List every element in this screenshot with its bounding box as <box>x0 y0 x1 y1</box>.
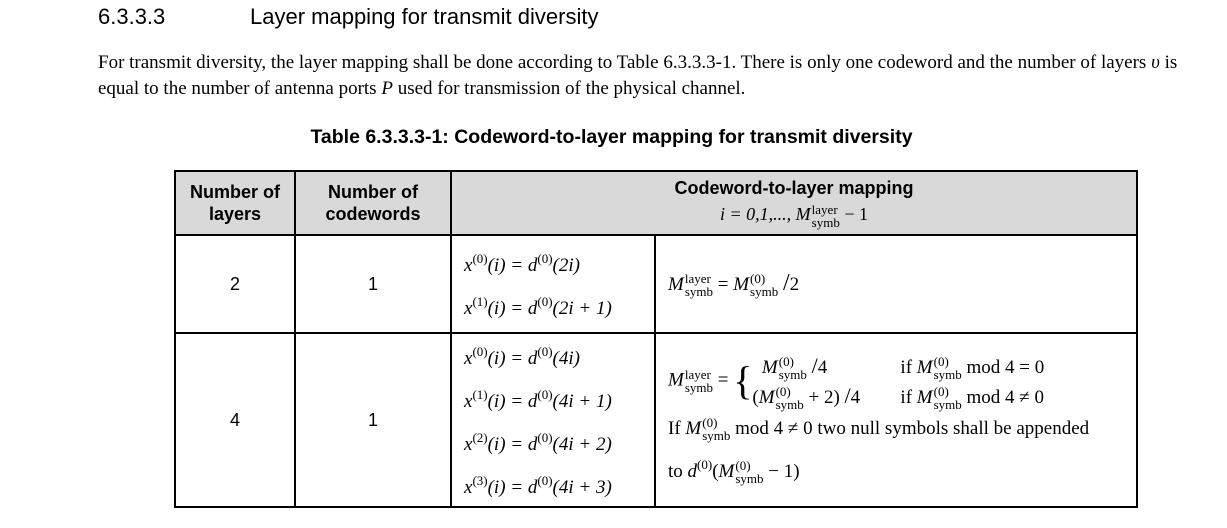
cell-mapping <box>655 333 1137 507</box>
mapping-formula: M layer symb = M (0) symb /2 <box>668 269 800 300</box>
variable-p: P <box>381 78 393 99</box>
cell-equations <box>451 235 655 333</box>
header-layers: Number of layers <box>175 171 295 235</box>
equation: $x^{(1)}(i) = d^{(0)}(2i + 1)$ <box>464 294 612 319</box>
section-heading <box>98 4 1207 32</box>
header-mapping-range: i = 0,1,..., M layer symb − 1 <box>720 202 868 230</box>
equation: $x^{(0)}(i) = d^{(0)}(4i)$ <box>464 344 580 369</box>
table-caption: Table 6.3.3.3-1: Codeword-to-layer mapping for transmit diversity <box>310 126 913 148</box>
variable-v: υ <box>1151 52 1160 73</box>
section-number: 6.3.3.3 <box>98 4 166 29</box>
equation: $x^{(3)}(i) = d^{(0)}(4i + 3)$ <box>464 473 612 498</box>
equation: $x^{(2)}(i) = d^{(0)}(4i + 2)$ <box>464 430 612 455</box>
null-symbol-note-end: to $d^{(0)}(M$ (0) symb − 1) <box>668 456 800 487</box>
section-title: Layer mapping for transmit diversity <box>250 4 599 29</box>
header-mapping-title: Codeword-to-layer mapping <box>674 178 914 198</box>
equation: $x^{(1)}(i) = d^{(0)}(4i + 1)$ <box>464 387 612 412</box>
paragraph-text-3: used for transmission of the physical channel. <box>392 78 746 99</box>
cell-codewords: 1 <box>295 333 451 507</box>
header-mapping <box>451 171 1137 235</box>
cell-codewords: 1 <box>295 235 451 333</box>
paragraph-text-1: For transmit diversity, the layer mapping shall be done according to Table 6.3.3.3-1. There is only one codeword and the number of layers <box>98 52 1152 73</box>
table-row <box>175 235 1137 333</box>
header-codewords: Number of codewords <box>295 171 451 235</box>
table-row <box>175 333 1137 507</box>
body-paragraph <box>98 50 1208 102</box>
cell-layers: 2 <box>175 235 295 333</box>
null-symbol-note: If M (0) symb mod 4 ≠ 0 two null symbols shall be appended <box>668 415 1090 444</box>
paragraph-text-2: is equal to the number of antenna ports <box>98 52 1178 99</box>
equation: $x^{(0)}(i) = d^{(0)}(2i)$ <box>464 251 580 276</box>
cell-mapping <box>655 235 1137 333</box>
codeword-layer-table <box>174 170 1138 508</box>
cell-layers: 4 <box>175 333 295 507</box>
piecewise-formula: M layer symb = { M (0) symb /4 if M (0) symb mod 4 = 0 (M (0) symb + 2) /4 if M (0) symb mod 4 ≠ 0 <box>668 352 1045 413</box>
cell-equations <box>451 333 655 507</box>
